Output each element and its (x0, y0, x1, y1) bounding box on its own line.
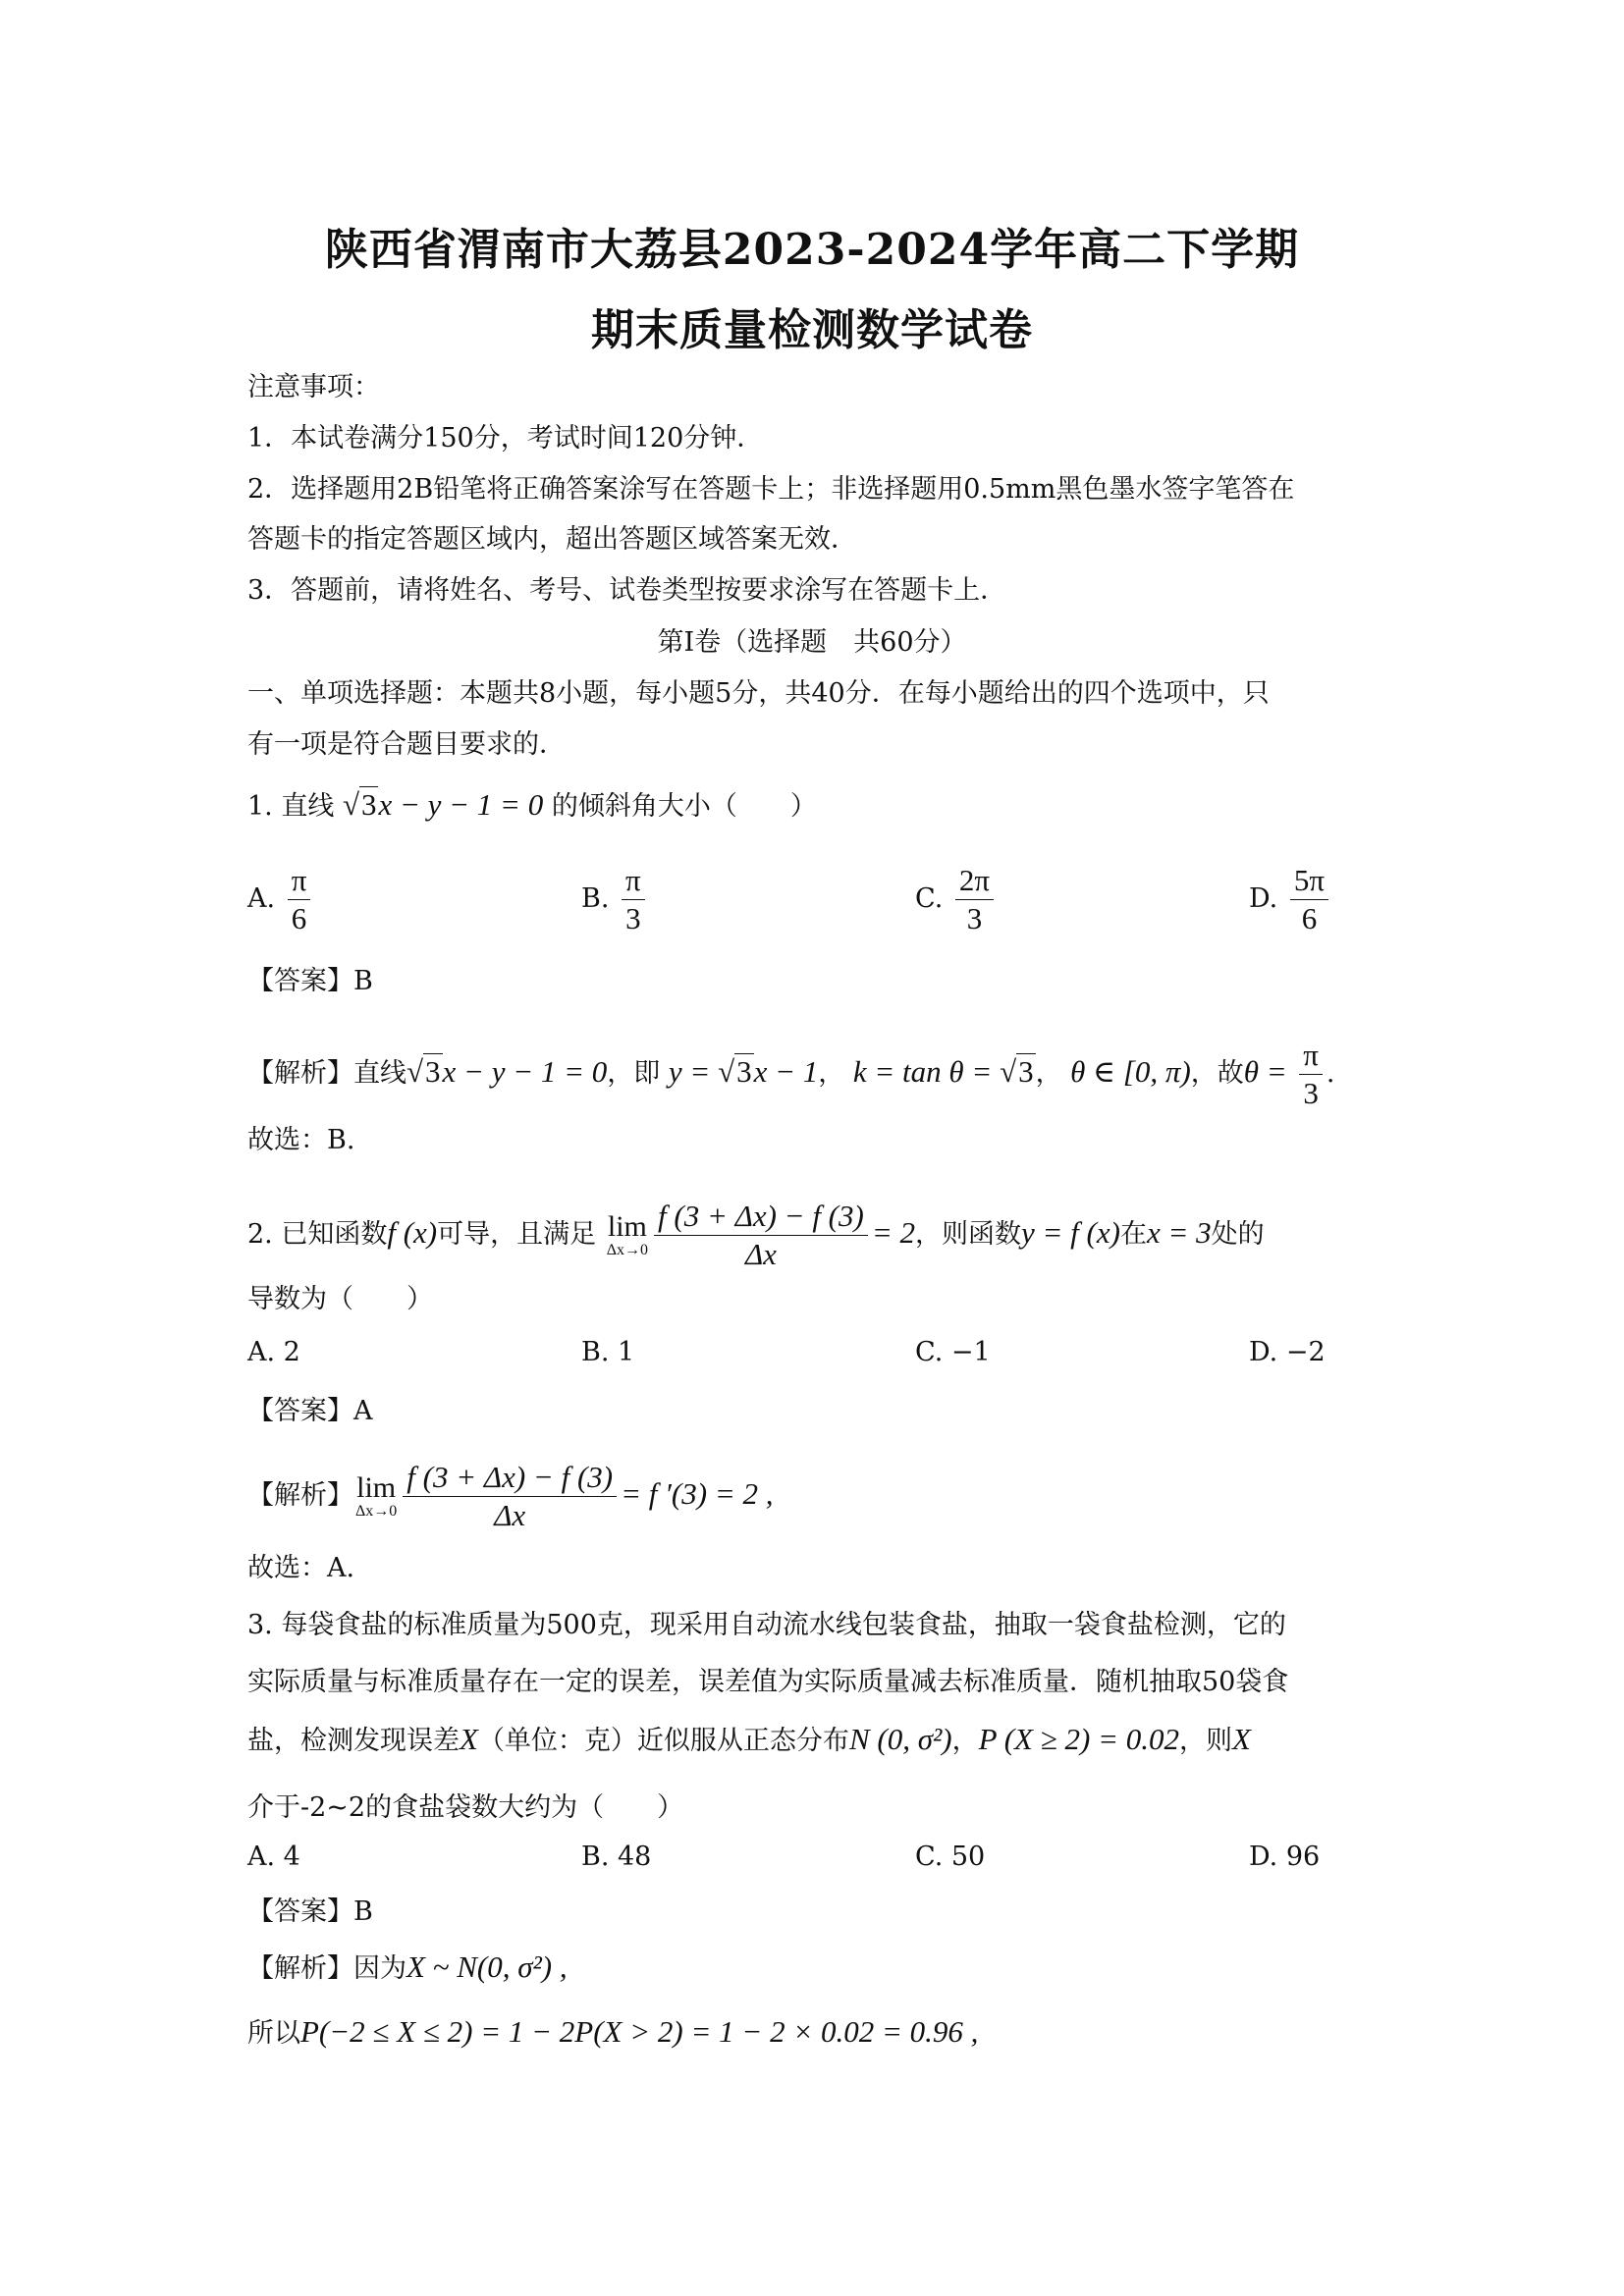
question-3-stem-1: 3. 每袋食盐的标准质量为500克，现采用自动流水线包装食盐，抽取一袋食盐检测，它的 (247, 1610, 1286, 1640)
q2-fraction: $\frac{f (3 + \Delta x) - f (3)}{\Delta x}$ (654, 1200, 868, 1271)
q1-analysis-fraction: $\frac{\pi}{3}$ (1299, 1039, 1323, 1110)
q1-equation: x − y − 1 = 0 (378, 787, 544, 822)
q1-option-d: D. $\frac{5\pi}{6}$ (1249, 864, 1332, 935)
question-3-stem-3: 盐，检测发现误差X（单位：克）近似服从正态分布N (0, σ²)，P (X ≥ 2) = 0.02，则X (247, 1722, 1251, 1756)
question-2-stem-cont: 导数为（ ） (247, 1284, 433, 1314)
note-item-1: 1．本试卷满分150分，考试时间120分钟． (247, 423, 764, 454)
note-item-2: 2．选择题用2B铅笔将正确答案涂写在答题卡上；非选择题用0.5mm黑色墨水签字笔答在 (247, 474, 1295, 505)
q1-analysis: 【解析】直线√3x − y − 1 = 0，即 y = √3x − 1， k = tan θ = √3， θ ∈ [0, π)，故θ = $\frac{\pi}{3}$ . (247, 1038, 1335, 1110)
sqrt-symbol: √3 (1000, 1054, 1034, 1089)
q3-option-d: D. 96 (1249, 1842, 1321, 1872)
sqrt-symbol: √3 (342, 787, 377, 822)
q2-option-d: D. −2 (1249, 1337, 1326, 1367)
q2-analysis-fraction: $\frac{f (3 + \Delta x) - f (3)}{\Delta x}$ (403, 1461, 617, 1532)
q1-option-a-fraction: $\frac{\pi}{6}$ (288, 864, 311, 935)
q3-analysis-2: 所以P(−2 ≤ X ≤ 2) = 1 − 2P(X > 2) = 1 − 2 × 0.02 = 0.96 , (247, 2014, 979, 2049)
q2-analysis: 【解析】 lim Δx→0 $\frac{f (3 + \Delta x) - f (3)}{\Delta x}$ = f ′(3) = 2 , (247, 1460, 774, 1532)
note-item-3: 3．答题前，请将姓名、考号、试卷类型按要求涂写在答题卡上． (247, 575, 1007, 606)
q1-answer: 【答案】B (247, 966, 373, 996)
q3-option-a: A. 4 (247, 1842, 300, 1872)
question-3-stem-2: 实际质量与标准质量存在一定的误差，误差值为实际质量减去标准质量．随机抽取50袋食 (247, 1667, 1289, 1697)
q1-prefix: 1. 直线 (247, 791, 335, 822)
q2-option-a: A. 2 (247, 1337, 300, 1367)
question-1-stem (247, 785, 817, 827)
volume-heading: 第Ⅰ卷（选择题 共60分） (657, 627, 967, 658)
q1-option-b: B. $\frac{\pi}{3}$ (581, 864, 649, 935)
q3-option-b: B. 48 (581, 1842, 652, 1872)
q2-conclusion: 故选：A. (247, 1553, 355, 1583)
notes-heading: 注意事项： (247, 372, 380, 402)
question-3-stem-4: 介于-2~2的食盐袋数大约为（ ） (247, 1792, 684, 1823)
q1-option-a: A. $\frac{\pi}{6}$ (247, 864, 314, 935)
q1-conclusion: 故选：B. (247, 1125, 355, 1155)
limit-operator: lim Δx→0 (606, 1209, 649, 1258)
q1-option-d-fraction: $\frac{5\pi}{6}$ (1290, 864, 1328, 935)
q2-option-b: B. 1 (581, 1337, 635, 1367)
question-2-stem: 2. 已知函数f (x)可导，且满足 lim Δx→0 $\frac{f (3 + \Delta x) - f (3)}{\Delta x}$ = 2，则函数y = f (x)在x = 3处的 (247, 1199, 1265, 1271)
limit-operator: lim Δx→0 (355, 1470, 398, 1520)
q1-option-b-fraction: $\frac{\pi}{3}$ (622, 864, 645, 935)
exam-title-line1: 陕西省渭南市大荔县2023-2024学年高二下学期 (324, 225, 1300, 275)
part1-instructions-cont: 有一项是符合题目要求的． (247, 729, 566, 760)
q3-answer: 【答案】B (247, 1896, 373, 1927)
q1-option-c-fraction: $\frac{2\pi}{3}$ (955, 864, 994, 935)
note-item-2-cont: 答题卡的指定答题区域内，超出答题区域答案无效． (247, 524, 857, 555)
q3-analysis: 【解析】因为X ~ N(0, σ²) , (247, 1949, 568, 1984)
part1-instructions: 一、单项选择题：本题共8小题，每小题5分，共40分．在每小题给出的四个选项中，只 (247, 678, 1270, 709)
sqrt-symbol: √3 (718, 1054, 752, 1089)
exam-title-line2: 期末质量检测数学试卷 (591, 305, 1033, 355)
q2-answer: 【答案】A (247, 1396, 373, 1426)
q1-suffix: 的倾斜角大小（ ） (551, 791, 817, 822)
q3-option-c: C. 50 (915, 1842, 986, 1872)
q2-option-c: C. −1 (915, 1337, 991, 1367)
q1-option-c: C. $\frac{2\pi}{3}$ (915, 864, 998, 935)
sqrt-symbol: √3 (406, 1054, 441, 1089)
